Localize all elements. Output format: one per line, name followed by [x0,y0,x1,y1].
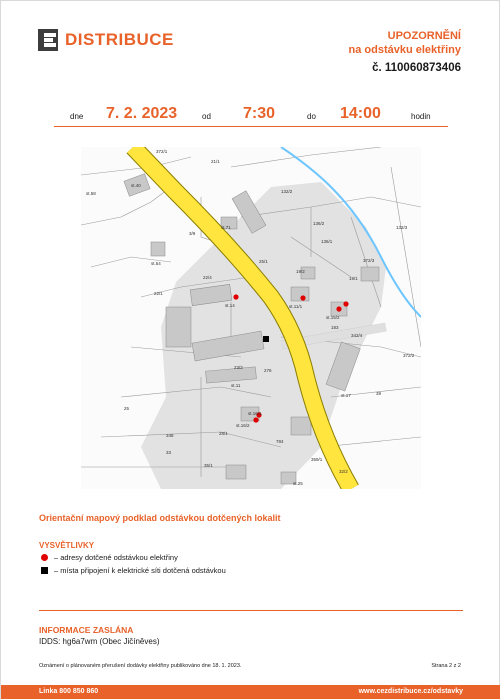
od-label: od [202,112,211,121]
parcel-label: st.54 [151,261,161,266]
cez-logo-icon [38,29,58,51]
parcel-label: 25/1 [259,259,268,264]
outage-map [81,147,421,489]
parcel-label: st.16/1 [248,411,262,416]
parcel-label: 183 [331,325,339,330]
info-divider [39,610,463,611]
parcel-label: st.11 [231,383,241,388]
notice-title: UPOZORNĚNÍ [387,30,461,42]
outage-from: 7:30 [243,105,276,122]
notice-number: č. 110060873406 [372,62,461,74]
dne-label: dne [70,112,84,121]
parcel-label: 372/2 [403,353,415,358]
parcel-label: st.14 [225,303,235,308]
parcel-label: 276 [264,368,272,373]
info-text: IDDS: hg6a7wm (Obec Jičíněves) [39,637,160,646]
parcel-label: st.15/2 [326,315,340,320]
footer-bar [1,685,500,699]
hotline: Linka 800 850 860 [39,688,99,695]
parcel-label: st.16/2 [236,423,250,428]
legend-text: – adresy dotčené odstávkou elektřiny [54,553,178,562]
parcel-label: st.17 [341,393,351,398]
notice-subtitle: na odstávku elektřiny [348,44,461,56]
parcel-label: 3/9 [189,231,196,236]
parcel-label: 32/2 [339,469,348,474]
parcel-label: 39 [376,391,382,396]
parcel-label: 342/4 [351,333,363,338]
website-link[interactable]: www.cezdistribuce.cz/odstavky [358,688,463,695]
parcel-label: 359/1 [311,457,323,462]
parcel-label: st.11/1 [289,304,303,309]
parcel-label: 22/4 [203,275,212,280]
hodin-label: hodin [411,112,431,121]
parcel-label: 35/1 [204,463,213,468]
address-dot [336,306,341,311]
parcel-label: st.25 [293,481,303,486]
outage-to: 14:00 [340,105,381,122]
parcel-label: 372/1 [156,149,168,154]
parcel-label: 132/2 [281,189,293,194]
parcel-label: 25 [124,406,130,411]
outage-date-row [54,105,448,127]
do-label: do [307,112,316,121]
parcel-label: 372/3 [363,258,375,263]
address-dot [300,295,305,300]
parcel-label: 28/1 [219,431,228,436]
legend-item-connection [41,566,226,575]
parcel-label: 19/1 [349,276,358,281]
connection-point [263,336,269,342]
parcel-label: 348 [166,433,174,438]
address-dot [253,417,258,422]
map-svg [81,147,421,489]
publication-note: Oznámení o plánovaném přerušení dodávky elektřiny publikováno dne 18. 1. 2023. [39,663,242,669]
parcel-label: st.58 [86,191,96,196]
outage-date: 7. 2. 2023 [106,105,178,122]
parcel-label: 21/1 [211,159,220,164]
notice-header [349,29,462,77]
parcel-label: 22/1 [154,291,163,296]
legend-item-address [41,553,178,562]
legend-title: VYSVĚTLIVKY [39,541,95,550]
info-title: INFORMACE ZASLÁNA [39,625,134,635]
legend-text: – místa připojení k elektrické síti dotčená odstávkou [54,566,226,575]
parcel-label: st.71 [221,225,231,230]
address-dot [233,294,238,299]
parcel-label: 23/2 [234,365,243,370]
parcel-label: 132/3 [396,225,408,230]
red-dot-icon [41,554,48,561]
page-number: Strana 2 z 2 [431,663,461,669]
parcel-label: 784 [276,439,284,444]
company-logo [38,29,174,51]
parcel-label: 19/2 [296,269,305,274]
map-caption: Orientační mapový podklad odstávkou dotčených lokalit [39,513,281,523]
brand-name: DISTRIBUCE [65,30,174,49]
parcel-label: st.40 [131,183,141,188]
black-square-icon [41,567,48,574]
parcel-label: 136/1 [321,239,333,244]
parcel-label: 33 [166,450,172,455]
parcel-label: 136/2 [313,221,325,226]
address-dot [343,301,348,306]
